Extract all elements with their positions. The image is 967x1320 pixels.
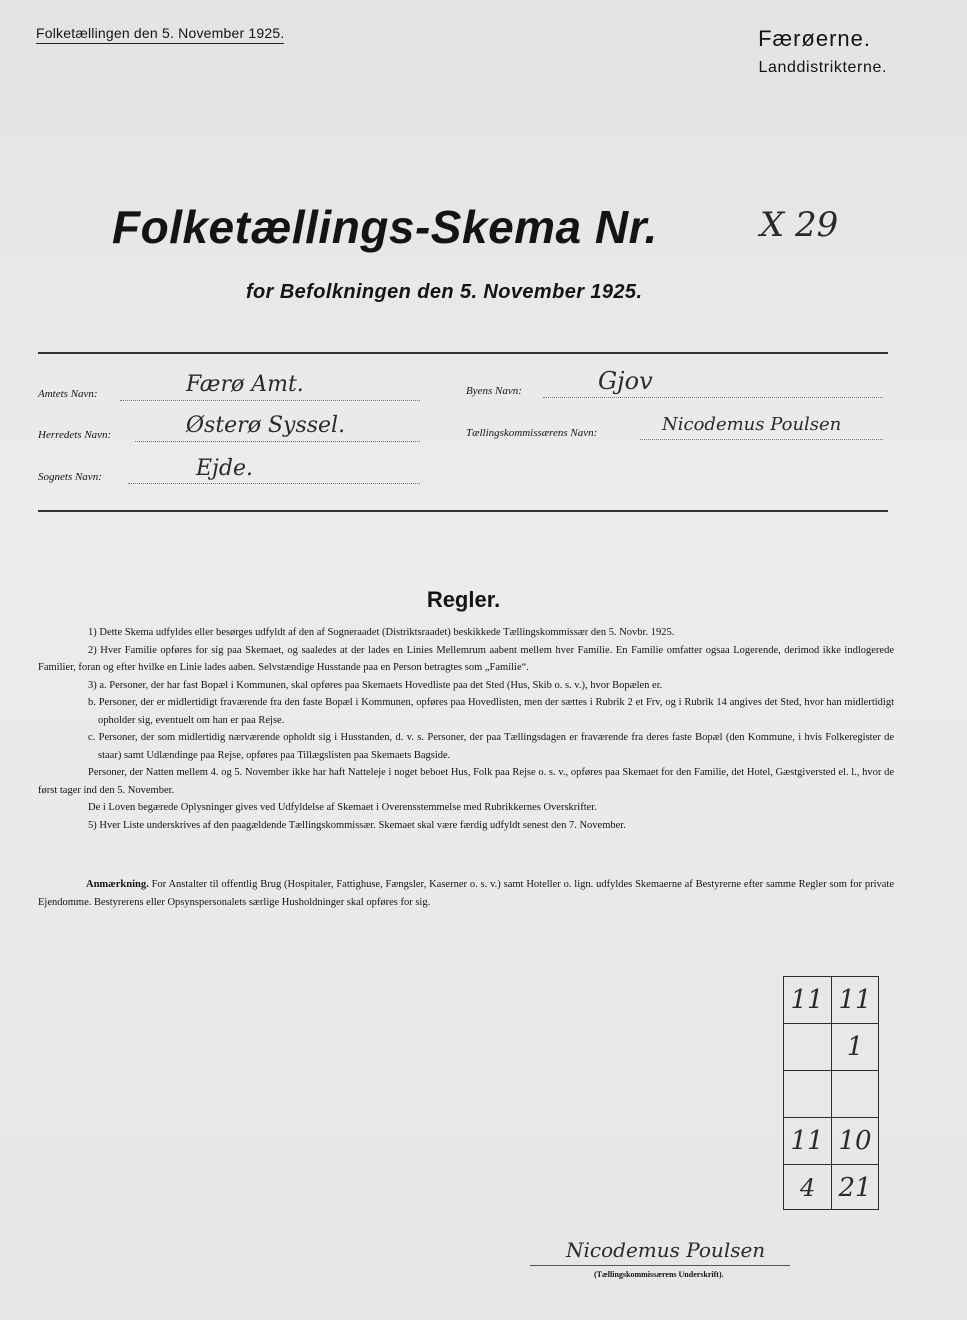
rule-3c: c. Personer, der som midlertidig nærværende opholdt sig i Husstanden, d. v. s. Personer, der paa Tællingsdagen er fraværende fra deres faste Bopæl (den Kommune, i hvis Folkeregister de staar) samt Udlændinge paa Rejse, opføres paa Tillægslisten paa Skemaets Bagside. xyxy=(88,732,894,761)
rule-3b: b. Personer, der er midlertidigt fraværende fra den faste Bopæl i Kommunen, opføres paa Hovedlisten, men der sættes i Rubrik 2 et Frv, og i Rubrik 14 angives det Sted, hvor han midlertidigt opholder sig, eventuelt om han er paa Rejse. xyxy=(88,697,894,726)
kommissaer-label: Tællingskommissærens Navn: xyxy=(466,427,598,439)
rule-4: De i Loven begærede Oplysninger gives ved Udfyldelse af Skemaet i Overensstemmelse med Rubrikkernes Overskrifter. xyxy=(88,802,597,813)
rule-2: 2) Hver Familie opføres for sig paa Skemaet, og saaledes at der lades en Linies Mellemrum aabent mellem hver Familie. En Familie omfatter ogsaa Logerende, derimod ikke indlogerede Familier, foran og efter hvilke en Linie lades aaben. Selvstændige Husstande paa en Person betragtes som „Familie“. xyxy=(38,644,894,673)
top-divider xyxy=(38,352,888,354)
tally-r1c2: 11 xyxy=(838,985,872,1015)
tally-r4c2: 10 xyxy=(838,1126,872,1156)
district-header: Landdistrikterne. xyxy=(758,59,887,76)
tally-r5c2: 21 xyxy=(838,1173,872,1203)
tally-r2c2: 1 xyxy=(846,1032,864,1062)
amt-label: Amtets Navn: xyxy=(38,388,98,400)
by-value: Gjov xyxy=(598,367,653,395)
note-text: For Anstalter til offentlig Brug (Hospitaler, Fattighuse, Fængsler, Kaserner o. s. v.) samt Hoteller o. lign. udfyldes Skemaerne af Bestyrerne efter samme Regler som for private Ejendomme. Bestyrerens eller Opsynspersonalets særlige Husholdninger skal opføres for sig. xyxy=(38,879,895,908)
tally-r4c1: 11 xyxy=(790,1126,824,1156)
herred-line xyxy=(135,441,420,442)
tally-grid-row-line xyxy=(784,1023,878,1024)
census-date-header: Folketællingen den 5. November 1925. xyxy=(36,25,284,44)
form-number-handwritten: X 29 xyxy=(760,205,839,245)
kommissaer-line xyxy=(640,439,883,440)
sogn-line xyxy=(128,483,420,484)
herred-value: Østerø Syssel. xyxy=(186,413,346,438)
sogn-label: Sognets Navn: xyxy=(38,471,102,483)
by-line xyxy=(543,397,883,398)
rule-1: 1) Dette Skema udfyldes eller besørges udfyldt af den af Sogneraadet (Distriktsraadet) beskikkede Tællingskommissær den 5. Novbr. 1925. xyxy=(88,627,675,638)
signature-line xyxy=(530,1265,790,1266)
bottom-divider xyxy=(38,510,888,512)
tally-grid-row-line xyxy=(784,1164,878,1165)
tally-r1c1: 11 xyxy=(790,985,824,1015)
rule-3a: 3) a. Personer, der har fast Bopæl i Kommunen, skal opføres paa Skemaets Hovedliste paa det Sted (Hus, Skib o. s. v.), hvor Bopælen er. xyxy=(88,679,663,691)
tally-grid-row-line xyxy=(784,1117,878,1118)
herred-label: Herredets Navn: xyxy=(38,429,112,441)
kommissaer-value: Nicodemus Poulsen xyxy=(662,414,842,435)
tally-grid xyxy=(783,976,879,1210)
note-label: Anmærkning. xyxy=(86,879,149,890)
region-header: Færøerne. xyxy=(758,26,871,51)
amt-line xyxy=(120,400,420,401)
tally-margin-note: 4 xyxy=(800,1174,816,1202)
tally-grid-row-line xyxy=(784,1070,878,1071)
signature-caption: (Tællingskommissærens Underskrift). xyxy=(594,1270,724,1279)
rules-body xyxy=(38,624,894,834)
form-subtitle: for Befolkningen den 5. November 1925. xyxy=(246,281,643,303)
commissioner-signature: Nicodemus Poulsen xyxy=(566,1238,766,1262)
note-paragraph xyxy=(38,876,894,912)
rule-5: 5) Hver Liste underskrives af den paagældende Tællingskommissær. Skemaet skal være færdig udfyldt senest den 7. November. xyxy=(88,819,626,831)
amt-value: Færø Amt. xyxy=(186,372,304,397)
rule-3d: Personer, der Natten mellem 4. og 5. November ikke har haft Natteleje i noget beboet Hus, Folk paa Rejse o. s. v., opføres paa Skemaet for den Familie, det Hotel, Gæstgiversted el. l., hvor de først tager ind den 5. November. xyxy=(38,767,894,796)
form-title: Folketællings-Skema Nr. xyxy=(112,201,658,253)
rules-heading: Regler. xyxy=(426,587,501,612)
sogn-value: Ejde. xyxy=(196,456,253,481)
by-label: Byens Navn: xyxy=(466,385,522,397)
